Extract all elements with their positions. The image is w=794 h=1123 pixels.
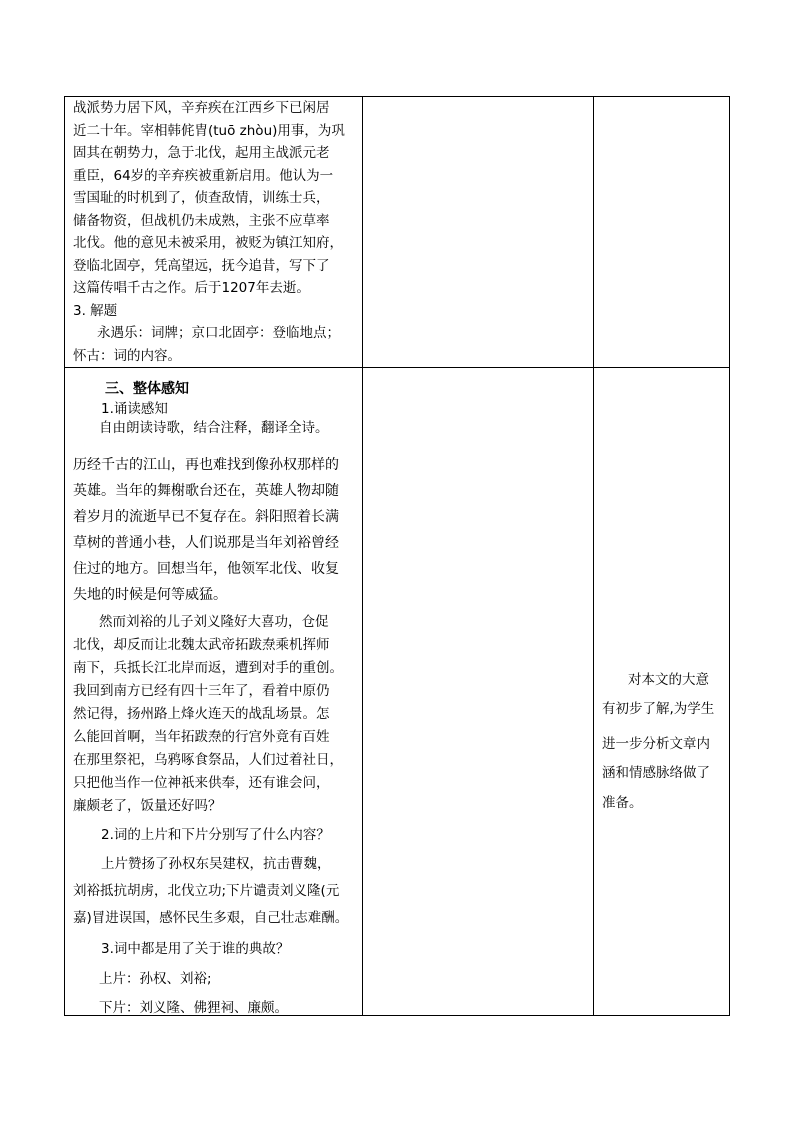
text-line: 雪国耻的时机到了，侦查敌情，训练士兵， — [73, 190, 330, 206]
text-line: 着岁月的流逝早已不复存在。斜阳照着长满 — [73, 509, 339, 525]
question-text: 2.词的上片和下片分别写了什么内容？ — [101, 827, 330, 843]
design-note-cell — [594, 368, 730, 1016]
text-line: 只把他当作一位神祇来供奉，还有谁会问， — [73, 775, 330, 791]
design-note-cell — [594, 97, 730, 368]
activity-cell — [363, 97, 594, 368]
content-cell — [65, 368, 363, 1016]
instruction-text: 自由朗读诗歌，结合注释，翻译全诗。 — [99, 420, 329, 436]
lesson-plan-table — [64, 96, 730, 1016]
text-line: 失地的时候是何等威猛。 — [73, 587, 227, 603]
text-line: 南下，兵抵长江北岸而返，遭到对手的重创。 — [73, 660, 343, 676]
answer-line: 上片：孙权、刘裕; — [99, 971, 212, 987]
text-line: 住过的地方。回想当年，他领军北伐、收复 — [73, 561, 339, 577]
text-line: 永遇乐：词牌；京口北固亭：登临地点； — [97, 325, 340, 341]
table-row — [65, 368, 730, 1016]
text-line: 战派势力居下风，辛弃疾在江西乡下已闲居 — [73, 100, 330, 116]
content-cell — [65, 97, 363, 368]
design-note-line: 对本文的大意 — [628, 672, 709, 688]
text-line: 固其在朝势力，急于北伐，起用主战派元老 — [73, 145, 330, 161]
text-line: 登临北固亭，凭高望远，抚今追昔，写下了 — [73, 257, 330, 274]
text-line: 储备物资，但战机仍未成熟，主张不应草率 — [73, 212, 330, 229]
text-line: 英雄。当年的舞榭歌台还在，英雄人物却随 — [73, 483, 339, 499]
design-note-line: 准备。 — [602, 795, 643, 811]
answer-line: 刘裕抵抗胡虏，北伐立功;下片谴责刘义隆(元 — [73, 883, 340, 899]
text-line: 么能回首啊，当年拓跋焘的行宫外竟有百姓 — [73, 729, 330, 745]
text-line: 然记得，扬州路上烽火连天的战乱场景。怎 — [73, 706, 330, 722]
answer-line: 嘉)冒进误国，感怀民生多艰，自己壮志难酬。 — [73, 910, 349, 926]
text-line: 廉颇老了，饭量还好吗？ — [73, 798, 222, 814]
text-line: 近二十年。宰相韩侂胄(tuō zhòu)用事，为巩 — [73, 122, 345, 139]
design-note-line: 进一步分析文章内 — [602, 736, 710, 752]
answer-line: 下片：刘义隆、佛狸祠、廉颇。 — [99, 1000, 288, 1016]
text-line: 在那里祭祀，乌鸦啄食祭品，人们过着社日， — [73, 752, 343, 768]
table-row — [65, 97, 730, 368]
design-note-line: 有初步了解,为学生 — [602, 701, 715, 717]
text-line: 我回到南方已经有四十三年了，看着中原仍 — [73, 683, 330, 699]
section-heading: 3. 解题 — [73, 302, 118, 319]
answer-line: 上片赞扬了孙权东吴建权，抗击曹魏， — [101, 856, 331, 872]
section-heading: 三、整体感知 — [105, 381, 189, 397]
text-line: 历经千古的江山，再也难找到像孙权那样的 — [73, 457, 339, 473]
text-line: 重臣，64岁的辛弃疾被重新启用。他认为一 — [73, 167, 334, 184]
activity-cell — [363, 368, 594, 1016]
text-line: 怀古：词的内容。 — [73, 347, 181, 364]
text-line: 草树的普通小巷，人们说那是当年刘裕曾经 — [73, 535, 339, 551]
text-line: 这篇传唱千古之作。后于1207年去逝。 — [73, 280, 310, 296]
design-note-line: 涵和情感脉络做了 — [602, 765, 710, 781]
text-line: 北伐，却反而让北魏太武帝拓跋焘乘机挥师 — [73, 637, 330, 653]
text-line: 北伐。他的意见未被采用，被贬为镇江知府， — [73, 235, 343, 251]
text-line: 然而刘裕的儿子刘义隆好大喜功，仓促 — [99, 614, 329, 630]
subheading: 1.诵读感知 — [101, 401, 168, 417]
question-text: 3.词中都是用了关于谁的典故？ — [101, 941, 290, 957]
